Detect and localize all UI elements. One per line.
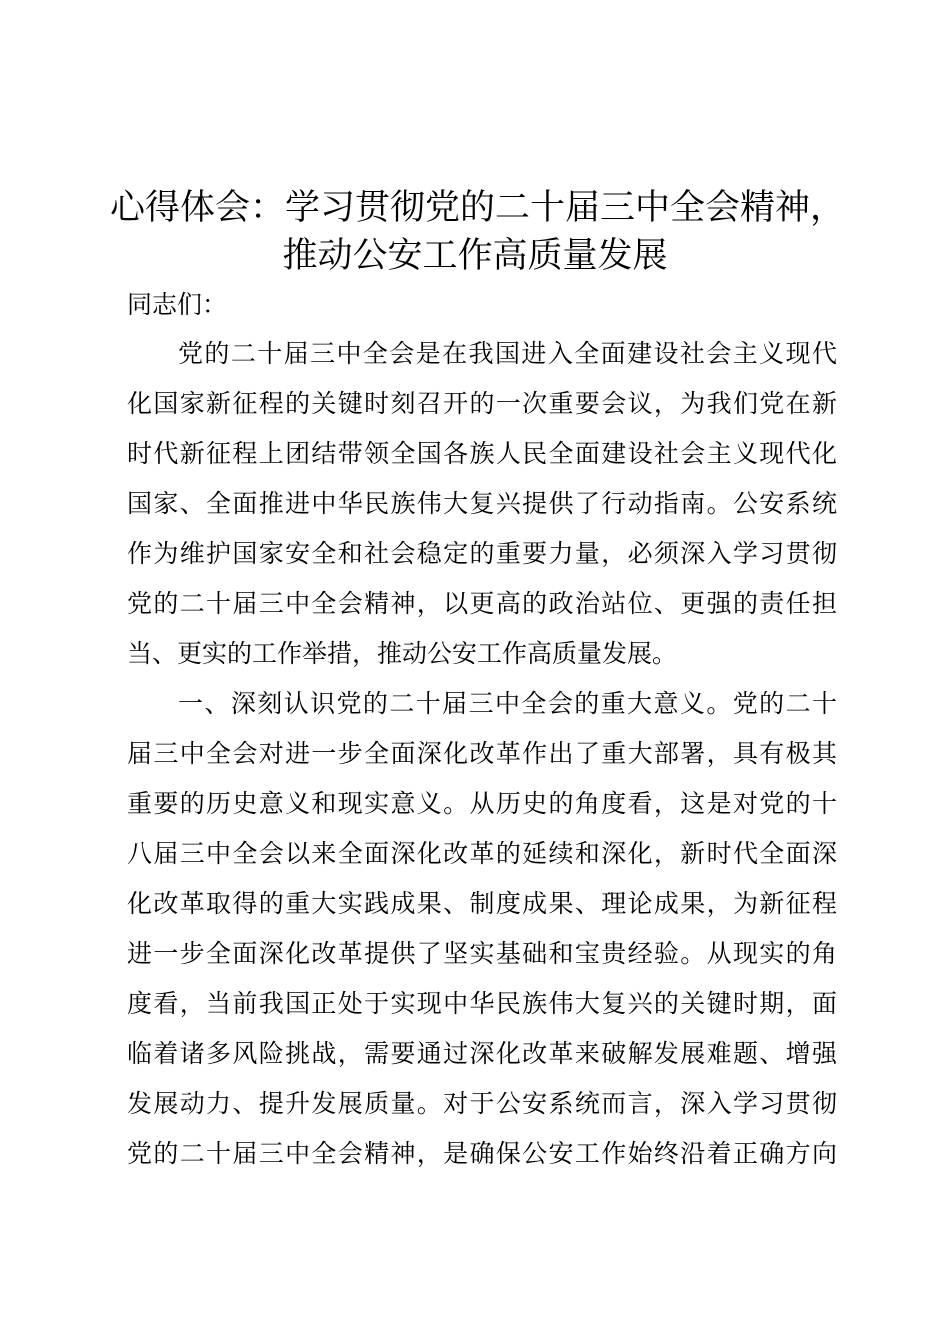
document-title-line-1: 心得体会：学习贯彻党的二十届三中全会精神， bbox=[110, 188, 846, 228]
paragraph-2-line-1: 一、深刻认识党的二十届三中全会的重大意义。党的二十 bbox=[178, 689, 837, 718]
paragraph-1-line-4: 国家、全面推进中华民族伟大复兴提供了行动指南。公安系统 bbox=[127, 489, 837, 518]
paragraph-1-line-6: 党的二十届三中全会精神，以更高的政治站位、更强的责任担 bbox=[127, 589, 837, 618]
paragraph-2-line-5: 化改革取得的重大实践成果、制度成果、理论成果，为新征程 bbox=[127, 889, 837, 918]
paragraph-2-line-6: 进一步全面深化改革提供了坚实基础和宝贵经验。从现实的角 bbox=[127, 939, 837, 968]
paragraph-1-line-2: 化国家新征程的关键时刻召开的一次重要会议，为我们党在新 bbox=[127, 389, 837, 418]
paragraph-2-line-3: 重要的历史意义和现实意义。从历史的角度看，这是对党的十 bbox=[127, 789, 837, 818]
salutation: 同志们： bbox=[127, 290, 228, 319]
paragraph-1-line-5: 作为维护国家安全和社会稳定的重要力量，必须深入学习贯彻 bbox=[127, 539, 837, 568]
paragraph-1-line-3: 时代新征程上团结带领全国各族人民全面建设社会主义现代化 bbox=[127, 439, 837, 468]
document-title-line-2: 推动公安工作高质量发展 bbox=[282, 236, 668, 276]
paragraph-2-line-9: 发展动力、提升发展质量。对于公安系统而言，深入学习贯彻 bbox=[127, 1089, 837, 1118]
paragraph-1-line-1: 党的二十届三中全会是在我国进入全面建设社会主义现代 bbox=[178, 339, 837, 368]
paragraph-1-line-7: 当、更实的工作举措，推动公安工作高质量发展。 bbox=[127, 639, 678, 668]
paragraph-2-line-4: 八届三中全会以来全面深化改革的延续和深化，新时代全面深 bbox=[127, 839, 837, 868]
paragraph-2-line-8: 临着诸多风险挑战，需要通过深化改革来破解发展难题、增强 bbox=[127, 1039, 837, 1068]
paragraph-2-line-10: 党的二十届三中全会精神，是确保公安工作始终沿着正确方向 bbox=[127, 1139, 837, 1168]
paragraph-2-line-7: 度看，当前我国正处于实现中华民族伟大复兴的关键时期，面 bbox=[127, 989, 837, 1018]
paragraph-2-line-2: 届三中全会对进一步全面深化改革作出了重大部署，具有极其 bbox=[127, 739, 837, 768]
